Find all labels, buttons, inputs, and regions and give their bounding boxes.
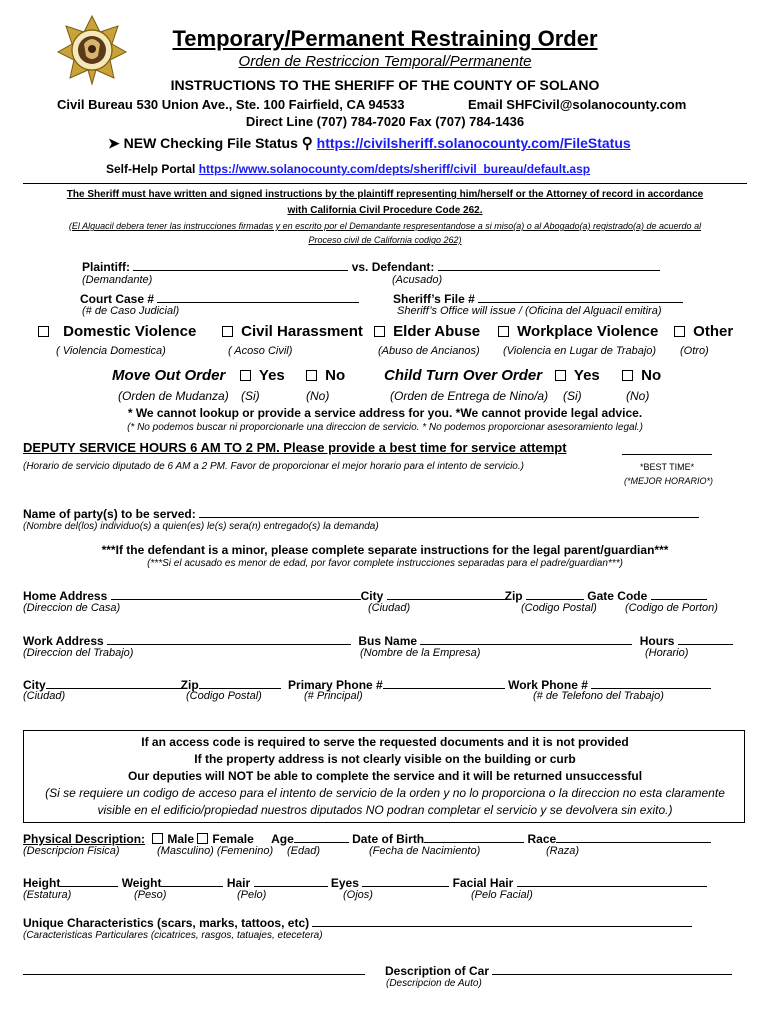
signature-line[interactable] <box>23 962 365 975</box>
access-notice-es-1: (Si se requiere un codigo de acceso para el intento de servicio de la orden y no lo proporciona o la direccion no esta claramente <box>45 786 725 800</box>
eyes-es: (Ojos) <box>343 889 373 901</box>
unique-field[interactable] <box>312 914 692 927</box>
bus-name-label: Bus Name <box>358 634 418 648</box>
home-city-label: City <box>360 589 384 603</box>
deputy-hours: DEPUTY SERVICE HOURS 6 AM TO 2 PM. Please provide a best time for service attempt <box>23 440 567 455</box>
physical-es: (Descripcion Fisica) <box>23 845 120 857</box>
elder-abuse-checkbox[interactable] <box>374 326 385 337</box>
defendant-es: (Acusado) <box>392 274 443 286</box>
minor-notice-es: (***Si el acusado es menor de edad, por favor complete instrucciones separadas para el padre/guardian***) <box>147 558 623 569</box>
plaintiff-es: (Demandante) <box>82 274 153 286</box>
move-out-no-checkbox[interactable] <box>306 370 317 381</box>
home-address-row <box>23 587 707 603</box>
move-out-yes-label: Yes <box>258 367 285 384</box>
child-turnover-yes-es: (Si) <box>563 389 582 403</box>
arrow-bullet-icon: ➤ <box>108 135 120 151</box>
legal-notice-es-1: (El Alguacil debera tener las instrucciones firmadas y en escrito por el Demandante respresentandose a si miso(a) o al Abogado(a) registrado(a) de acuerdo al <box>68 221 702 231</box>
sheriff-file-es: Sheriff’s Office will issue / (Oficina del Alguacil emitira) <box>397 305 662 317</box>
file-status-row <box>108 134 631 152</box>
work-phone-es: (# de Telefono del Trabajo) <box>533 690 664 702</box>
hair-es: (Pelo) <box>237 889 267 901</box>
sheriff-file-label: Sheriff’s File # <box>393 292 475 306</box>
hair-label: Hair <box>226 876 251 890</box>
order-type-workplace[interactable] <box>498 323 658 340</box>
order-type-civil[interactable] <box>222 323 363 340</box>
hours-field[interactable] <box>678 632 733 645</box>
civil-bureau-address: Civil Bureau 530 Union Ave., Ste. 100 Fairfield, CA 94533 <box>57 97 405 112</box>
facial-hair-field[interactable] <box>517 874 707 887</box>
best-time-field[interactable] <box>622 442 712 455</box>
header-divider <box>23 183 747 184</box>
work-zip-es: (Codigo Postal) <box>186 690 262 702</box>
file-status-label: NEW Checking File Status <box>123 135 298 151</box>
work-address-es: (Direccion del Trabajo) <box>23 647 134 659</box>
elder-abuse-label: Elder Abuse <box>393 323 481 340</box>
contact-email: Email SHFCivil@solanocounty.com <box>468 97 687 112</box>
work-city-label: City <box>23 678 46 692</box>
sheriff-file-field[interactable] <box>478 290 683 303</box>
served-row <box>23 505 699 521</box>
primary-phone-label: Primary Phone # <box>288 678 383 692</box>
home-city-field[interactable] <box>387 587 505 600</box>
vs-label: vs. <box>351 260 369 274</box>
child-turnover-yes[interactable] <box>555 367 600 384</box>
facial-hair-label: Facial Hair <box>452 876 514 890</box>
workplace-violence-es: (Violencia en Lugar de Trabajo) <box>503 345 657 357</box>
work-phone-field[interactable] <box>591 676 711 689</box>
dob-es: (Fecha de Nacimiento) <box>369 845 481 857</box>
work-phone-label: Work Phone # <box>508 678 588 692</box>
features-row <box>23 874 707 890</box>
move-out-yes[interactable] <box>240 367 285 384</box>
legal-notice-en-1: The Sheriff must have written and signed instructions by the plaintiff representing him/herself or the Attorney of record in accordance <box>66 189 704 200</box>
weight-label: Weight <box>121 876 162 890</box>
home-city-es: (Ciudad) <box>368 602 411 614</box>
eyes-label: Eyes <box>330 876 359 890</box>
workplace-violence-label: Workplace Violence <box>517 323 659 340</box>
dob-field[interactable] <box>424 830 524 843</box>
work-address-label: Work Address <box>23 634 104 648</box>
weight-field[interactable] <box>161 874 223 887</box>
order-type-elder[interactable] <box>374 323 480 340</box>
hours-es: (Horario) <box>645 647 689 659</box>
hair-field[interactable] <box>254 874 328 887</box>
court-case-row <box>80 290 359 306</box>
elder-abuse-es: (Abuso de Ancianos) <box>378 345 480 357</box>
other-label: Other <box>693 323 734 340</box>
deputy-hours-es: (Horario de servicio diputado de 6 AM a 2 PM. Favor de proporcionar el mejor horario para el intento de servicio.) <box>23 461 524 472</box>
child-turnover-label: Child Turn Over Order <box>384 367 543 384</box>
move-out-no-label: No <box>325 367 346 384</box>
order-type-other[interactable] <box>674 323 733 340</box>
phone-fax-line: Direct Line (707) 784-7020 Fax (707) 784-1436 <box>245 114 525 129</box>
home-zip-es: (Codigo Postal) <box>521 602 597 614</box>
work-zip-label: Zip <box>180 678 199 692</box>
file-status-link[interactable]: https://civilsheriff.solanocounty.com/FileStatus <box>316 135 631 151</box>
gate-code-es: (Codigo de Porton) <box>625 602 718 614</box>
page-subtitle: Orden de Restriccion Temporal/Permanente <box>238 53 532 70</box>
legal-notice-en-2: with California Civil Procedure Code 262. <box>287 205 483 216</box>
plaintiff-field[interactable] <box>133 258 348 271</box>
primary-phone-es: (# Principal) <box>304 690 363 702</box>
male-checkbox[interactable] <box>152 833 163 844</box>
civil-harassment-checkbox[interactable] <box>222 326 233 337</box>
minor-notice: ***If the defendant is a minor, please complete separate instructions for the legal parent/guardian*** <box>101 543 669 557</box>
child-turnover-no[interactable] <box>622 367 661 384</box>
car-es: (Descripcion de Auto) <box>386 978 482 989</box>
child-turnover-yes-label: Yes <box>573 367 600 384</box>
court-case-label: Court Case # <box>80 292 155 306</box>
sheriff-file-row <box>393 290 683 306</box>
move-out-es: (Orden de Mudanza) <box>118 389 229 403</box>
move-out-yes-checkbox[interactable] <box>240 370 251 381</box>
primary-phone-field[interactable] <box>383 676 505 689</box>
move-out-label: Move Out Order <box>112 367 226 384</box>
child-turnover-no-label: No <box>641 367 662 384</box>
weight-es: (Peso) <box>134 889 167 901</box>
access-notice-2: If the property address is not clearly visible on the building or curb <box>194 752 576 766</box>
height-field[interactable] <box>60 874 118 887</box>
lookup-notice-es: (* No podemos buscar ni proporcionarle una direccion de servicio. * No podemos proporcionar asesoramiento legal.) <box>127 422 643 433</box>
work-zip-field[interactable] <box>199 676 281 689</box>
gender-es: (Masculino) (Femenino) <box>157 845 274 857</box>
female-checkbox[interactable] <box>197 833 208 844</box>
gate-code-field[interactable] <box>651 587 707 600</box>
workplace-violence-checkbox[interactable] <box>498 326 509 337</box>
unique-row <box>23 914 692 930</box>
instructions-heading: INSTRUCTIONS TO THE SHERIFF OF THE COUNTY OF SOLANO <box>170 77 600 93</box>
gate-code-label: Gate Code <box>587 589 648 603</box>
age-label: Age <box>271 832 294 846</box>
physical-row <box>23 830 711 846</box>
plaintiff-label: Plaintiff: <box>82 260 130 274</box>
other-checkbox[interactable] <box>674 326 685 337</box>
car-row <box>385 962 732 978</box>
best-time-es: (*MEJOR HORARIO*) <box>624 476 714 486</box>
defendant-label: Defendant: <box>371 260 435 274</box>
domestic-violence-es: ( Violencia Domestica) <box>56 345 166 357</box>
sheriff-badge-logo <box>56 14 128 86</box>
self-help-link[interactable]: https://www.solanocounty.com/depts/sheriff/civil_bureau/default.asp <box>198 162 591 176</box>
male-label: Male <box>167 832 195 846</box>
domestic-violence-checkbox[interactable] <box>38 326 49 337</box>
plaintiff-row <box>82 258 660 274</box>
race-field[interactable] <box>556 830 711 843</box>
access-notice-es-2: visible en el edificio/propiedad nuestros diputados NO podran completar el servicio y se devolvera sin exito.) <box>97 803 673 817</box>
search-icon: ⚲ <box>301 135 313 152</box>
served-field[interactable] <box>199 505 699 518</box>
car-label: Description of Car <box>385 964 490 978</box>
facial-hair-es: (Pelo Facial) <box>471 889 533 901</box>
court-case-field[interactable] <box>157 290 359 303</box>
car-field[interactable] <box>492 962 732 975</box>
eyes-field[interactable] <box>362 874 449 887</box>
legal-notice-es-2: Proceso civil de California codigo 262) <box>308 235 462 245</box>
work-city-field[interactable] <box>46 676 181 689</box>
access-notice-1: If an access code is required to serve the requested documents and it is not provided <box>141 735 629 749</box>
age-field[interactable] <box>294 830 349 843</box>
home-zip-field[interactable] <box>526 587 584 600</box>
page-title: Temporary/Permanent Restraining Order <box>172 26 598 51</box>
civil-harassment-es: ( Acoso Civil) <box>228 345 293 357</box>
move-out-no-es: (No) <box>306 389 330 403</box>
dob-label: Date of Birth <box>352 832 425 846</box>
hours-label: Hours <box>639 634 675 648</box>
home-zip-label: Zip <box>504 589 523 603</box>
age-es: (Edad) <box>287 845 321 857</box>
child-turnover-no-checkbox[interactable] <box>622 370 633 381</box>
access-notice-3: Our deputies will NOT be able to complete the service and it will be returned unsuccessful <box>127 769 643 783</box>
unique-es: (Caracteristicas Particulares (cicatrices, rasgos, tatuajes, etecetera) <box>23 930 323 941</box>
race-label: Race <box>527 832 557 846</box>
unique-label: Unique Characteristics (scars, marks, tattoos, etc) <box>23 916 310 930</box>
civil-harassment-label: Civil Harassment <box>241 323 363 340</box>
domestic-violence-label: Domestic Violence <box>63 323 197 340</box>
move-out-no[interactable] <box>306 367 345 384</box>
self-help-row <box>106 162 590 176</box>
home-address-label: Home Address <box>23 589 108 603</box>
move-out-yes-es: (Si) <box>241 389 260 403</box>
lookup-notice: * We cannot lookup or provide a service address for you. *We cannot provide legal advice. <box>127 406 643 420</box>
other-es: (Otro) <box>680 345 709 357</box>
child-turnover-yes-checkbox[interactable] <box>555 370 566 381</box>
child-turnover-es: (Orden de Entrega de Nino/a) <box>390 389 549 403</box>
bus-name-field[interactable] <box>420 632 632 645</box>
defendant-field[interactable] <box>438 258 660 271</box>
best-time-label: *BEST TIME* <box>640 462 695 472</box>
served-es: (Nombre del(los) individuo(s) a quien(es) le(s) sera(n) entregado(s) la demanda) <box>23 521 379 532</box>
court-case-es: (# de Caso Judicial) <box>82 305 180 317</box>
home-address-es: (Direccion de Casa) <box>23 602 121 614</box>
home-address-field[interactable] <box>111 587 361 600</box>
order-type-domestic[interactable] <box>38 323 196 340</box>
work-address-field[interactable] <box>107 632 351 645</box>
bus-name-es: (Nombre de la Empresa) <box>360 647 481 659</box>
female-label: Female <box>212 832 254 846</box>
height-label: Height <box>23 876 61 890</box>
physical-label: Physical Description: <box>23 832 146 846</box>
work-city-es: (Ciudad) <box>23 690 66 702</box>
child-turnover-no-es: (No) <box>626 389 650 403</box>
served-label: Name of party(s) to be served: <box>23 507 196 521</box>
height-es: (Estatura) <box>23 889 72 901</box>
race-es: (Raza) <box>546 845 580 857</box>
work-address-row <box>23 632 733 648</box>
self-help-label: Self-Help Portal <box>106 162 196 176</box>
